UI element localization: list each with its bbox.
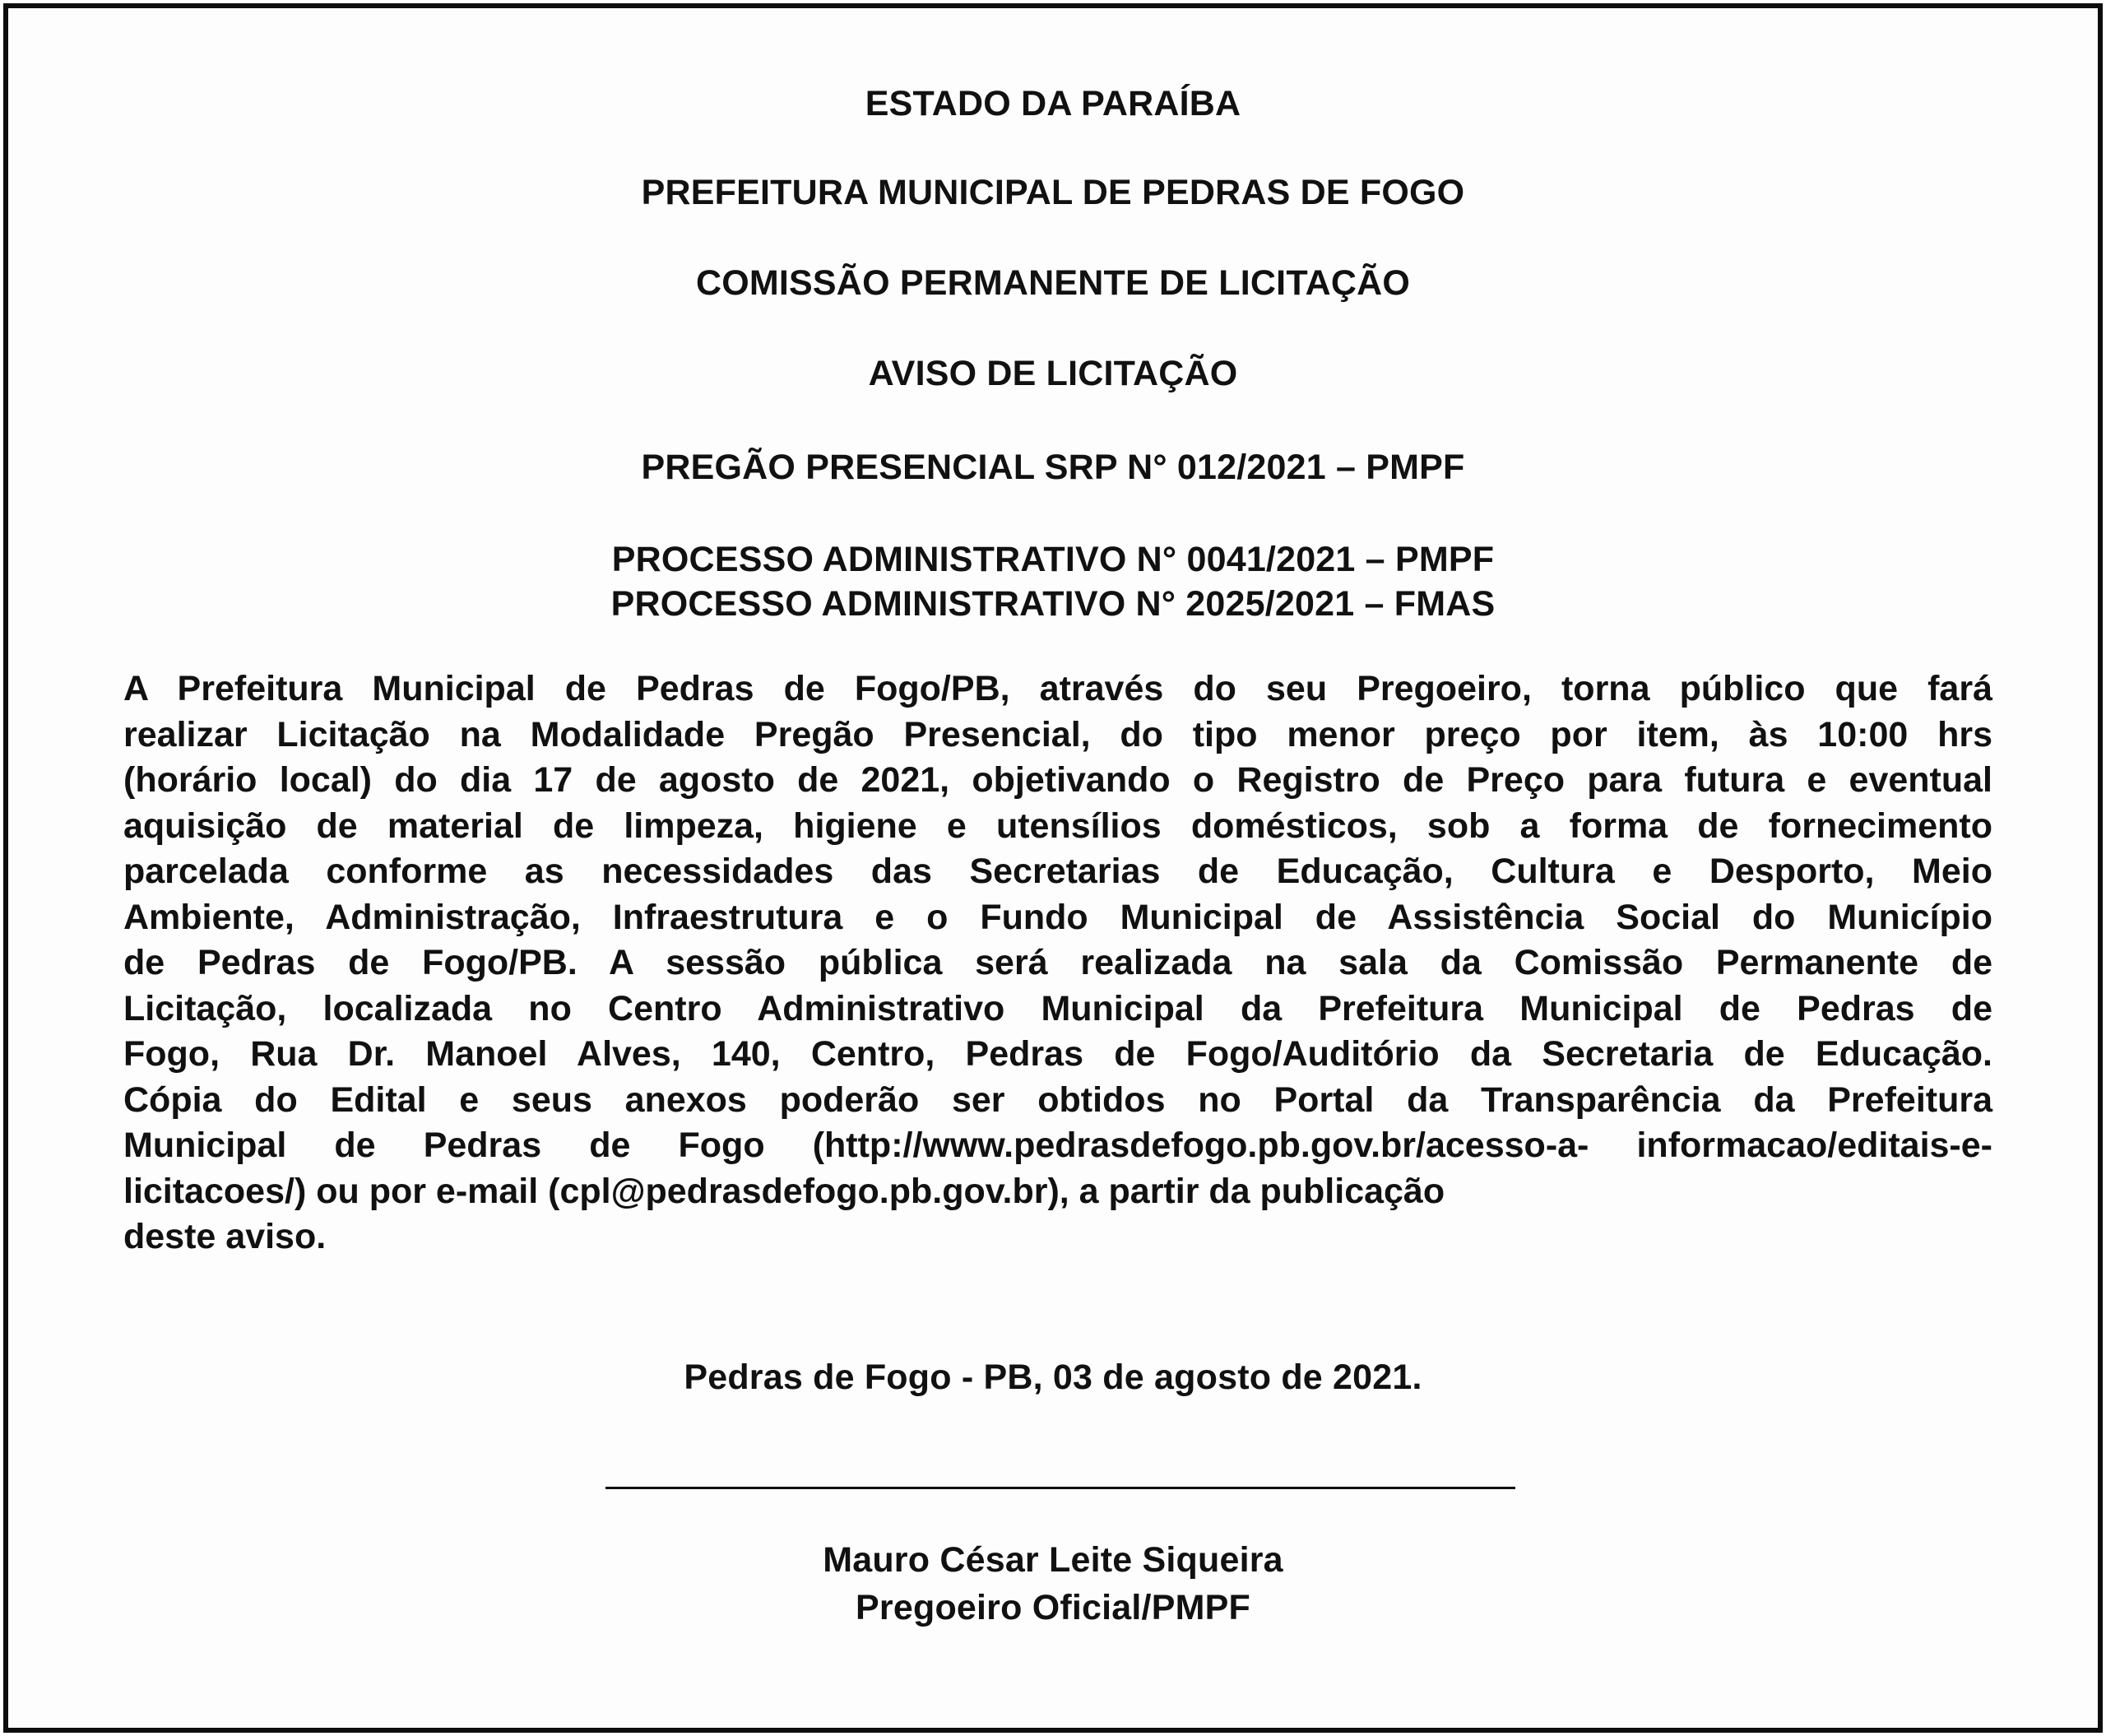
body-line: licitacoes/) ou por e-mail (cpl@pedrasdefogo.pb.gov.br), a partir da publicação (123, 1171, 1445, 1211)
notice-frame (3, 3, 2103, 1733)
auction-number: PREGÃO PRESENCIAL SRP N° 012/2021 – PMPF (641, 448, 1465, 487)
body-line: Municipal de Pedras de Fogo (http://www.pedrasdefogo.pb.gov.br/acesso-a- informacao/editais-e- (123, 1126, 1992, 1165)
place-date: Pedras de Fogo - PB, 03 de agosto de 2021. (684, 1358, 1422, 1397)
signer-role: Pregoeiro Oficial/PMPF (856, 1588, 1250, 1627)
body-line: (horário local) do dia 17 de agosto de 2021, objetivando o Registro de Preço para futura e eventual (123, 760, 1992, 800)
body-line: parcelada conforme as necessidades das Secretarias de Educação, Cultura e Desporto, Meio (123, 852, 1992, 891)
body-line: Fogo, Rua Dr. Manoel Alves, 140, Centro, Pedras de Fogo/Auditório da Secretaria de Educação. (123, 1034, 1992, 1074)
signature-line (605, 1487, 1515, 1489)
body-line: Cópia do Edital e seus anexos poderão ser obtidos no Portal da Transparência da Prefeitura (123, 1079, 1992, 1120)
body-line: Licitação, localizada no Centro Administrativo Municipal da Prefeitura Municipal de Pedras de (123, 988, 1992, 1028)
notice-title: AVISO DE LICITAÇÃO (868, 354, 1238, 393)
process-number-1: PROCESSO ADMINISTRATIVO N° 0041/2021 – PMPF (611, 540, 1495, 579)
signer-name: Mauro César Leite Siqueira (823, 1540, 1283, 1580)
commission-heading: COMISSÃO PERMANENTE DE LICITAÇÃO (695, 263, 1411, 303)
body-line: aquisição de material de limpeza, higiene e utensílios domésticos, sob a forma de fornecimento (123, 805, 1992, 846)
notice-body (123, 666, 1992, 1260)
body-line: realizar Licitação na Modalidade Pregão Presencial, do tipo menor preço por item, às 10:00 hrs (123, 714, 1992, 754)
municipality-heading: PREFEITURA MUNICIPAL DE PEDRAS DE FOGO (641, 173, 1465, 212)
body-line: de Pedras de Fogo/PB. A sessão pública será realizada na sala da Comissão Permanente de (123, 943, 1992, 982)
state-heading: ESTADO DA PARAÍBA (865, 84, 1241, 123)
body-line: A Prefeitura Municipal de Pedras de Fogo/PB, através do seu Pregoeiro, torna público que fará (123, 669, 1992, 708)
process-number-2: PROCESSO ADMINISTRATIVO N° 2025/2021 – FMAS (610, 584, 1496, 624)
body-line: Ambiente, Administração, Infraestrutura e o Fundo Municipal de Assistência Social do Município (123, 897, 1992, 937)
body-line: deste aviso. (123, 1217, 327, 1256)
